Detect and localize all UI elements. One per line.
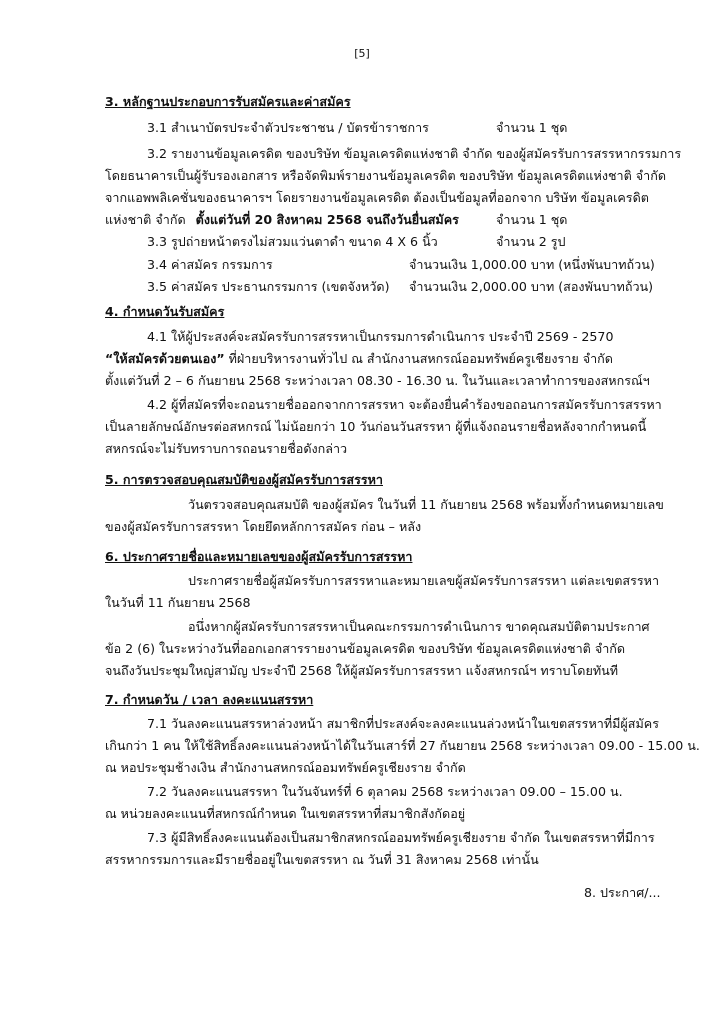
section-6-p2-line-3: จนถึงวันประชุมใหญ่สามัญ ประจำปี 2568 ให้ผู้สมัครรับการสรรหา แจ้งสหกรณ์ฯ ทราบโดยทันที [105, 663, 619, 678]
item-7-1-line-3: ณ หอประชุมช้างเงิน สำนักงานสหกรณ์ออมทรัพย์ครูเชียงราย จำกัด [105, 760, 466, 775]
item-3-4-text: 3.4 ค่าสมัคร กรรมการ [147, 257, 273, 272]
section-7-title: 7. กำหนดวัน / เวลา ลงคะแนนสรรหา [105, 692, 314, 707]
item-4-1-line-2 [105, 351, 613, 367]
item-4-2-line-1: 4.2 ผู้ที่สมัครที่จะถอนรายชื่อออกจากการสรรหา จะต้องยื่นคำร้องขอถอนการสมัครรับการสรรหา [147, 397, 662, 412]
item-7-3-line-1: 7.3 ผู้มีสิทธิ์ลงคะแนนต้องเป็นสมาชิกสหกรณ์ออมทรัพย์ครูเชียงราย จำกัด ในเขตสรรหาที่มีการ [147, 830, 655, 845]
item-3-1-text: 3.1 สำเนาบัตรประจำตัวประชาชน / บัตรข้าราชการ [147, 120, 429, 135]
item-3-2-date-range: ตั้งแต่วันที่ 20 สิงหาคม 2568 จนถึงวันยื่นสมัคร [195, 212, 459, 227]
item-3-2-quantity: จำนวน 1 ชุด [496, 212, 568, 227]
section-6-p1-line-2: ในวันที่ 11 กันยายน 2568 [105, 595, 251, 610]
item-4-2-line-2: เป็นลายลักษณ์อักษรต่อสหกรณ์ ไม่น้อยกว่า 10 วันก่อนวันสรรหา ผู้ที่แจ้งถอนรายชื่อหลังจากกำหนดนี้ [105, 419, 647, 434]
item-3-1-quantity: จำนวน 1 ชุด [496, 120, 568, 135]
continuation-note: 8. ประกาศ/... [584, 885, 661, 900]
item-3-2-line-4 [105, 212, 459, 228]
item-3-2-line-2: โดยธนาคารเป็นผู้รับรองเอกสาร หรือจัดพิมพ์รายงานข้อมูลเครดิต ของบริษัท ข้อมูลเครดิตแห่งชาติ จำกัด [105, 168, 667, 183]
item-7-2-line-2: ณ หน่วยลงคะแนนที่สหกรณ์กำหนด ในเขตสรรหาที่สมาชิกสังกัดอยู่ [105, 806, 466, 821]
section-5-line-1: วันตรวจสอบคุณสมบัติ ของผู้สมัคร ในวันที่ 11 กันยายน 2568 พร้อมทั้งกำหนดหมายเลข [188, 497, 664, 512]
item-4-2-line-3: สหกรณ์จะไม่รับทราบการถอนรายชื่อดังกล่าว [105, 441, 348, 456]
item-3-2-line-3: จากแอพพลิเคชั่นของธนาคารฯ โดยรายงานข้อมูลเครดิต ต้องเป็นข้อมูลที่ออกจาก บริษัท ข้อมูลเครดิต [105, 190, 649, 205]
item-4-1-line-3: ตั้งแต่วันที่ 2 – 6 กันยายน 2568 ระหว่างเวลา 08.30 - 16.30 น. ในวันและเวลาทำการของสหกรณ์ฯ [105, 373, 650, 388]
item-3-3-quantity: จำนวน 2 รูป [496, 234, 566, 249]
item-4-1-line-1: 4.1 ให้ผู้ประสงค์จะสมัครรับการสรรหาเป็นกรรมการดำเนินการ ประจำปี 2569 - 2570 [147, 329, 614, 344]
item-3-5-fee: จำนวนเงิน 2,000.00 บาท (สองพันบาทถ้วน) [409, 279, 654, 294]
section-5-line-2: ของผู้สมัครรับการสรรหา โดยยึดหลักการสมัคร ก่อน – หลัง [105, 519, 422, 534]
item-3-2-line-4-lead: แห่งชาติ จำกัด [105, 212, 186, 227]
page-number: [5] [354, 47, 370, 60]
section-6-p2-line-1: อนึ่งหากผู้สมัครรับการสรรหาเป็นคณะกรรมการดำเนินการ ขาดคุณสมบัติตามประกาศ [188, 619, 650, 634]
section-3-title: 3. หลักฐานประกอบการรับสมัครและค่าสมัคร [105, 94, 351, 109]
item-3-5-text: 3.5 ค่าสมัคร ประธานกรรมการ (เขตจังหวัด) [147, 279, 390, 294]
item-7-3-line-2: สรรหากรรมการและมีรายชื่ออยู่ในเขตสรรหา ณ วันที่ 31 สิงหาคม 2568 เท่านั้น [105, 852, 539, 867]
item-3-3-text: 3.3 รูปถ่ายหน้าตรงไม่สวมแว่นตาดำ ขนาด 4 X 6 นิ้ว [147, 234, 438, 249]
section-6-title: 6. ประกาศรายชื่อและหมายเลขของผู้สมัครรับการสรรหา [105, 549, 413, 564]
item-7-2-line-1: 7.2 วันลงคะแนนสรรหา ในวันจันทร์ที่ 6 ตุลาคม 2568 ระหว่างเวลา 09.00 – 15.00 น. [147, 784, 623, 799]
section-6-p2-line-2: ข้อ 2 (6) ในระหว่างวันที่ออกเอกสารรายงานข้อมูลเครดิต ของบริษัท ข้อมูลเครดิตแห่งชาติ จำกัด [105, 641, 626, 656]
item-3-2-line-1: 3.2 รายงานข้อมูลเครดิต ของบริษัท ข้อมูลเครดิตแห่งชาติ จำกัด ของผู้สมัครรับการสรรหากรรมการ [147, 146, 682, 161]
section-4-title: 4. กำหนดวันรับสมัคร [105, 304, 225, 319]
item-7-1-line-2: เกินกว่า 1 คน ให้ใช้สิทธิ์ลงคะแนนล่วงหน้าได้ในวันเสาร์ที่ 27 กันยายน 2568 ระหว่างเวลา 09.00 - 15.00 น. [105, 738, 700, 753]
section-6-p1-line-1: ประกาศรายชื่อผู้สมัครรับการสรรหาและหมายเลขผู้สมัครรับการสรรหา แต่ละเขตสรรหา [188, 573, 660, 588]
section-5-title: 5. การตรวจสอบคุณสมบัติของผู้สมัครรับการสรรหา [105, 472, 383, 487]
item-4-1-line-2-rest: ที่ฝ่ายบริหารงานทั่วไป ณ สำนักงานสหกรณ์ออมทรัพย์ครูเชียงราย จำกัด [224, 351, 613, 366]
item-7-1-line-1: 7.1 วันลงคะแนนสรรหาล่วงหน้า สมาชิกที่ประสงค์จะลงคะแนนล่วงหน้าในเขตสรรหาที่มีผู้สมัคร [147, 716, 659, 731]
self-apply-emphasis: “ให้สมัครด้วยตนเอง” [105, 351, 225, 366]
item-3-4-fee: จำนวนเงิน 1,000.00 บาท (หนึ่งพันบาทถ้วน) [409, 257, 655, 272]
